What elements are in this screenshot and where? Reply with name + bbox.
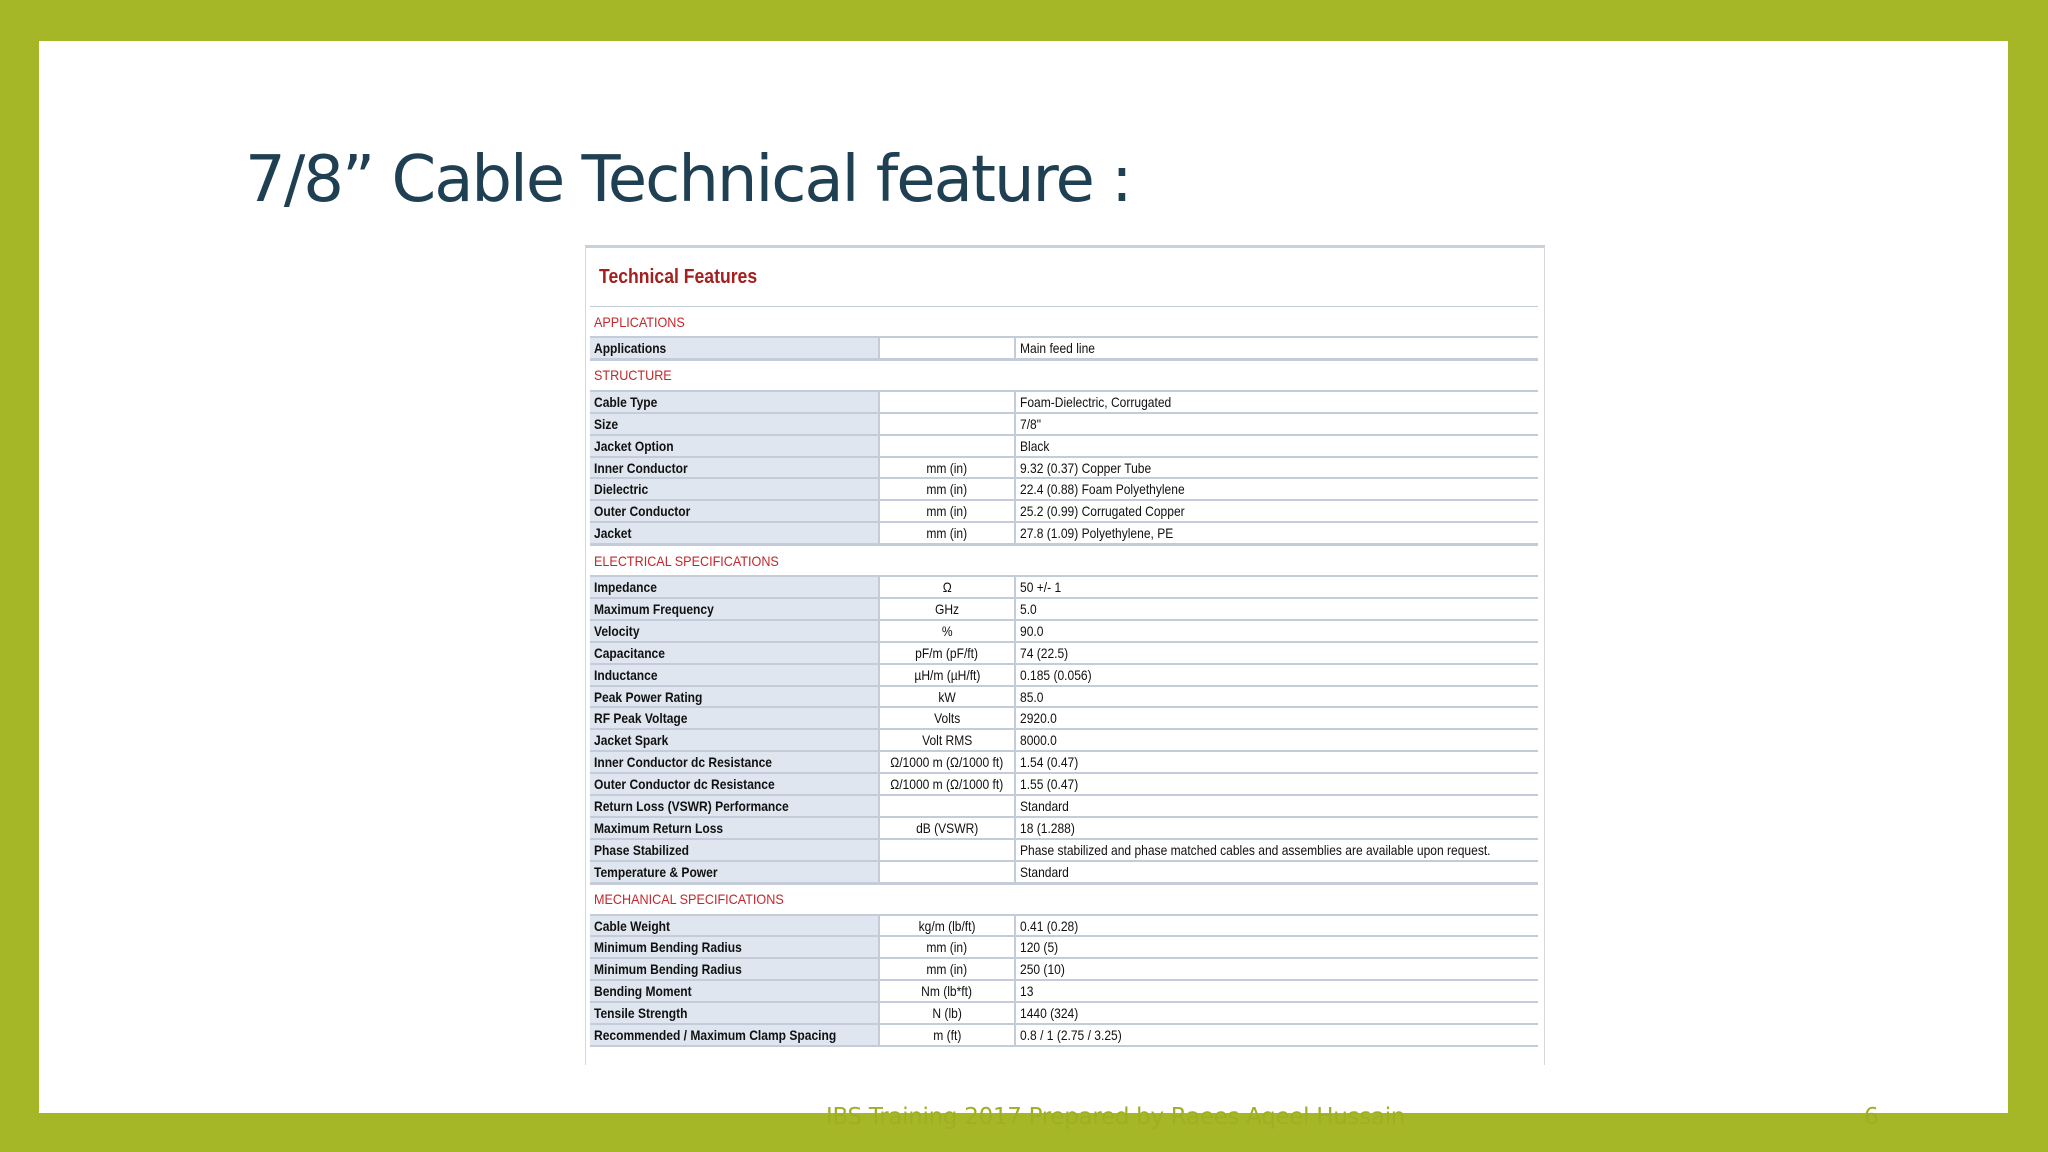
value-label: 0.8 / 1 (2.75 / 3.25) <box>1020 1026 1122 1043</box>
unit-label: mm (in) <box>926 481 968 498</box>
section-header <box>590 360 1538 392</box>
value-cell <box>1016 796 1538 816</box>
parameter-label: Return Loss (VSWR) Performance <box>594 797 789 814</box>
parameter-label: Maximum Return Loss <box>594 819 724 836</box>
unit-label: Ω/1000 m (Ω/1000 ft) <box>890 776 1004 793</box>
value-label: 250 (10) <box>1020 961 1065 978</box>
parameter-label: Minimum Bending Radius <box>594 939 742 956</box>
value-cell <box>1016 774 1538 794</box>
value-label: Phase stabilized and phase matched cables and assemblies are available upon request. <box>1020 841 1491 858</box>
unit-cell <box>880 479 1016 499</box>
parameter-cell <box>590 862 880 882</box>
parameter-cell <box>590 577 880 597</box>
table-row <box>590 959 1538 981</box>
value-label: 74 (22.5) <box>1020 644 1069 661</box>
parameter-cell <box>590 937 880 957</box>
table-row <box>590 937 1538 959</box>
page-number: 6 <box>1864 1104 1879 1130</box>
parameter-label: Cable Type <box>594 393 658 410</box>
unit-cell <box>880 752 1016 772</box>
unit-label: Ω/1000 m (Ω/1000 ft) <box>890 754 1004 771</box>
value-label: 85.0 <box>1020 688 1044 705</box>
parameter-label: RF Peak Voltage <box>594 710 688 727</box>
unit-cell <box>880 338 1016 358</box>
value-cell <box>1016 414 1538 434</box>
value-label: 25.2 (0.99) Corrugated Copper <box>1020 503 1185 520</box>
parameter-label: Tensile Strength <box>594 1005 688 1022</box>
table-row <box>590 458 1538 480</box>
value-label: Main feed line <box>1020 339 1095 356</box>
parameter-label: Inner Conductor <box>594 459 688 476</box>
parameter-label: Minimum Bending Radius <box>594 961 742 978</box>
unit-cell <box>880 643 1016 663</box>
parameter-label: Outer Conductor dc Resistance <box>594 776 775 793</box>
parameter-cell <box>590 1025 880 1045</box>
parameter-label: Inner Conductor dc Resistance <box>594 754 772 771</box>
table-row <box>590 414 1538 436</box>
unit-cell <box>880 937 1016 957</box>
value-label: Foam-Dielectric, Corrugated <box>1020 393 1172 410</box>
value-label: 120 (5) <box>1020 939 1059 956</box>
parameter-cell <box>590 687 880 707</box>
parameter-label: Recommended / Maximum Clamp Spacing <box>594 1026 837 1043</box>
value-cell <box>1016 392 1538 412</box>
value-label: 22.4 (0.88) Foam Polyethylene <box>1020 481 1185 498</box>
value-cell <box>1016 1003 1538 1023</box>
unit-cell <box>880 774 1016 794</box>
unit-cell <box>880 840 1016 860</box>
table-row <box>590 862 1538 884</box>
value-label: 5.0 <box>1020 600 1037 617</box>
table-row <box>590 665 1538 687</box>
value-cell <box>1016 338 1538 358</box>
parameter-cell <box>590 338 880 358</box>
unit-label: mm (in) <box>926 503 968 520</box>
value-label: 9.32 (0.37) Copper Tube <box>1020 459 1152 476</box>
value-cell <box>1016 665 1538 685</box>
value-label: 0.185 (0.056) <box>1020 666 1092 683</box>
table-row <box>590 752 1538 774</box>
parameter-label: Outer Conductor <box>594 503 691 520</box>
unit-cell <box>880 458 1016 478</box>
table-row <box>590 708 1538 730</box>
value-cell <box>1016 959 1538 979</box>
unit-cell <box>880 392 1016 412</box>
table-row <box>590 392 1538 414</box>
slide <box>39 41 2008 1130</box>
parameter-cell <box>590 643 880 663</box>
parameter-cell <box>590 501 880 521</box>
value-label: 50 +/- 1 <box>1020 579 1062 596</box>
unit-label: µH/m (µH/ft) <box>913 666 981 683</box>
value-cell <box>1016 687 1538 707</box>
parameter-label: Capacitance <box>594 644 665 661</box>
value-cell <box>1016 501 1538 521</box>
parameter-label: Jacket Option <box>594 437 674 454</box>
unit-cell <box>880 577 1016 597</box>
unit-label: Ω <box>942 579 952 596</box>
section-title: ELECTRICAL SPECIFICATIONS <box>594 552 779 569</box>
value-cell <box>1016 1025 1538 1045</box>
unit-cell <box>880 621 1016 641</box>
section-title: MECHANICAL SPECIFICATIONS <box>594 891 784 908</box>
value-cell <box>1016 436 1538 456</box>
parameter-cell <box>590 981 880 1001</box>
parameter-label: Impedance <box>594 579 657 596</box>
unit-cell <box>880 501 1016 521</box>
parameter-cell <box>590 1003 880 1023</box>
table-row <box>590 1003 1538 1025</box>
table-row <box>590 1025 1538 1047</box>
unit-cell <box>880 981 1016 1001</box>
value-cell <box>1016 730 1538 750</box>
unit-cell <box>880 1003 1016 1023</box>
unit-label: mm (in) <box>926 939 968 956</box>
table-row <box>590 981 1538 1003</box>
technical-features-sheet <box>585 245 1545 1065</box>
table-row <box>590 916 1538 938</box>
table-row <box>590 840 1538 862</box>
parameter-cell <box>590 730 880 750</box>
unit-cell <box>880 959 1016 979</box>
parameter-label: Phase Stabilized <box>594 841 690 858</box>
value-cell <box>1016 577 1538 597</box>
unit-label: mm (in) <box>926 459 968 476</box>
unit-cell <box>880 599 1016 619</box>
parameter-cell <box>590 840 880 860</box>
value-cell <box>1016 523 1538 543</box>
parameter-label: Size <box>594 415 619 432</box>
unit-label: Volts <box>933 710 961 727</box>
value-cell <box>1016 981 1538 1001</box>
unit-cell <box>880 862 1016 882</box>
value-cell <box>1016 458 1538 478</box>
value-cell <box>1016 862 1538 882</box>
parameter-label: Jacket Spark <box>594 732 669 749</box>
section-header <box>590 306 1538 338</box>
parameter-label: Cable Weight <box>594 917 671 934</box>
parameter-cell <box>590 818 880 838</box>
section-title: APPLICATIONS <box>594 313 685 330</box>
parameter-cell <box>590 752 880 772</box>
unit-label: dB (VSWR) <box>915 819 979 836</box>
parameter-cell <box>590 392 880 412</box>
unit-label: m (ft) <box>932 1026 962 1043</box>
parameter-cell <box>590 523 880 543</box>
parameter-cell <box>590 959 880 979</box>
unit-cell <box>880 436 1016 456</box>
section-header <box>590 545 1538 577</box>
parameter-label: Maximum Frequency <box>594 600 714 617</box>
parameter-cell <box>590 665 880 685</box>
value-cell <box>1016 479 1538 499</box>
table-row <box>590 774 1538 796</box>
value-label: 0.41 (0.28) <box>1020 917 1079 934</box>
value-cell <box>1016 599 1538 619</box>
value-label: 1.54 (0.47) <box>1020 754 1079 771</box>
parameter-cell <box>590 796 880 816</box>
unit-cell <box>880 818 1016 838</box>
unit-label: GHz <box>934 600 960 617</box>
value-label: Standard <box>1020 863 1069 880</box>
value-cell <box>1016 643 1538 663</box>
value-cell <box>1016 818 1538 838</box>
parameter-cell <box>590 774 880 794</box>
spec-table <box>590 306 1538 1047</box>
unit-label: mm (in) <box>926 525 968 542</box>
table-row <box>590 796 1538 818</box>
unit-label: pF/m (pF/ft) <box>915 644 979 661</box>
unit-label: N (lb) <box>932 1005 962 1022</box>
unit-cell <box>880 1025 1016 1045</box>
unit-cell <box>880 687 1016 707</box>
table-row <box>590 523 1538 545</box>
parameter-cell <box>590 621 880 641</box>
parameter-label: Temperature & Power <box>594 863 718 880</box>
value-label: 1.55 (0.47) <box>1020 776 1079 793</box>
table-row <box>590 577 1538 599</box>
parameter-label: Peak Power Rating <box>594 688 703 705</box>
value-label: 2920.0 <box>1020 710 1057 727</box>
value-cell <box>1016 916 1538 936</box>
unit-cell <box>880 665 1016 685</box>
value-label: 18 (1.288) <box>1020 819 1075 836</box>
table-row <box>590 621 1538 643</box>
parameter-label: Jacket <box>594 525 632 542</box>
table-row <box>590 338 1538 360</box>
parameter-label: Bending Moment <box>594 983 692 1000</box>
section-title: STRUCTURE <box>594 367 672 384</box>
unit-cell <box>880 916 1016 936</box>
parameter-label: Velocity <box>594 622 640 639</box>
table-row <box>590 730 1538 752</box>
parameter-cell <box>590 916 880 936</box>
unit-label: kg/m (lb/ft) <box>918 917 976 934</box>
unit-label: Nm (lb*ft) <box>921 983 973 1000</box>
slide-title: 7/8” Cable Technical feature : <box>245 143 1131 217</box>
value-label: 13 <box>1020 983 1034 1000</box>
unit-cell <box>880 730 1016 750</box>
value-cell <box>1016 937 1538 957</box>
parameter-label: Applications <box>594 339 667 356</box>
sheet-heading: Technical Features <box>599 266 758 288</box>
unit-cell <box>880 523 1016 543</box>
parameter-cell <box>590 479 880 499</box>
unit-cell <box>880 796 1016 816</box>
value-label: 1440 (324) <box>1020 1005 1079 1022</box>
table-row <box>590 818 1538 840</box>
unit-label: mm (in) <box>926 961 968 978</box>
unit-cell <box>880 708 1016 728</box>
parameter-cell <box>590 708 880 728</box>
unit-label: Volt RMS <box>921 732 973 749</box>
value-label: 90.0 <box>1020 622 1044 639</box>
unit-label: kW <box>938 688 956 705</box>
parameter-label: Dielectric <box>594 481 649 498</box>
parameter-cell <box>590 436 880 456</box>
section-header <box>590 884 1538 916</box>
parameter-cell <box>590 458 880 478</box>
unit-label: % <box>941 622 953 639</box>
value-label: 8000.0 <box>1020 732 1057 749</box>
table-row <box>590 599 1538 621</box>
table-row <box>590 436 1538 458</box>
table-row <box>590 479 1538 501</box>
footer-text: IBS Training 2017 Prepared by Raees Aqeel Hussain <box>826 1104 1406 1130</box>
table-row <box>590 687 1538 709</box>
value-label: Black <box>1020 437 1050 454</box>
value-cell <box>1016 708 1538 728</box>
value-label: 7/8" <box>1020 415 1042 432</box>
table-row <box>590 501 1538 523</box>
parameter-cell <box>590 599 880 619</box>
value-label: Standard <box>1020 797 1069 814</box>
value-cell <box>1016 840 1538 860</box>
parameter-label: Inductance <box>594 666 658 683</box>
parameter-cell <box>590 414 880 434</box>
table-row <box>590 643 1538 665</box>
value-cell <box>1016 621 1538 641</box>
unit-cell <box>880 414 1016 434</box>
value-label: 27.8 (1.09) Polyethylene, PE <box>1020 525 1174 542</box>
value-cell <box>1016 752 1538 772</box>
